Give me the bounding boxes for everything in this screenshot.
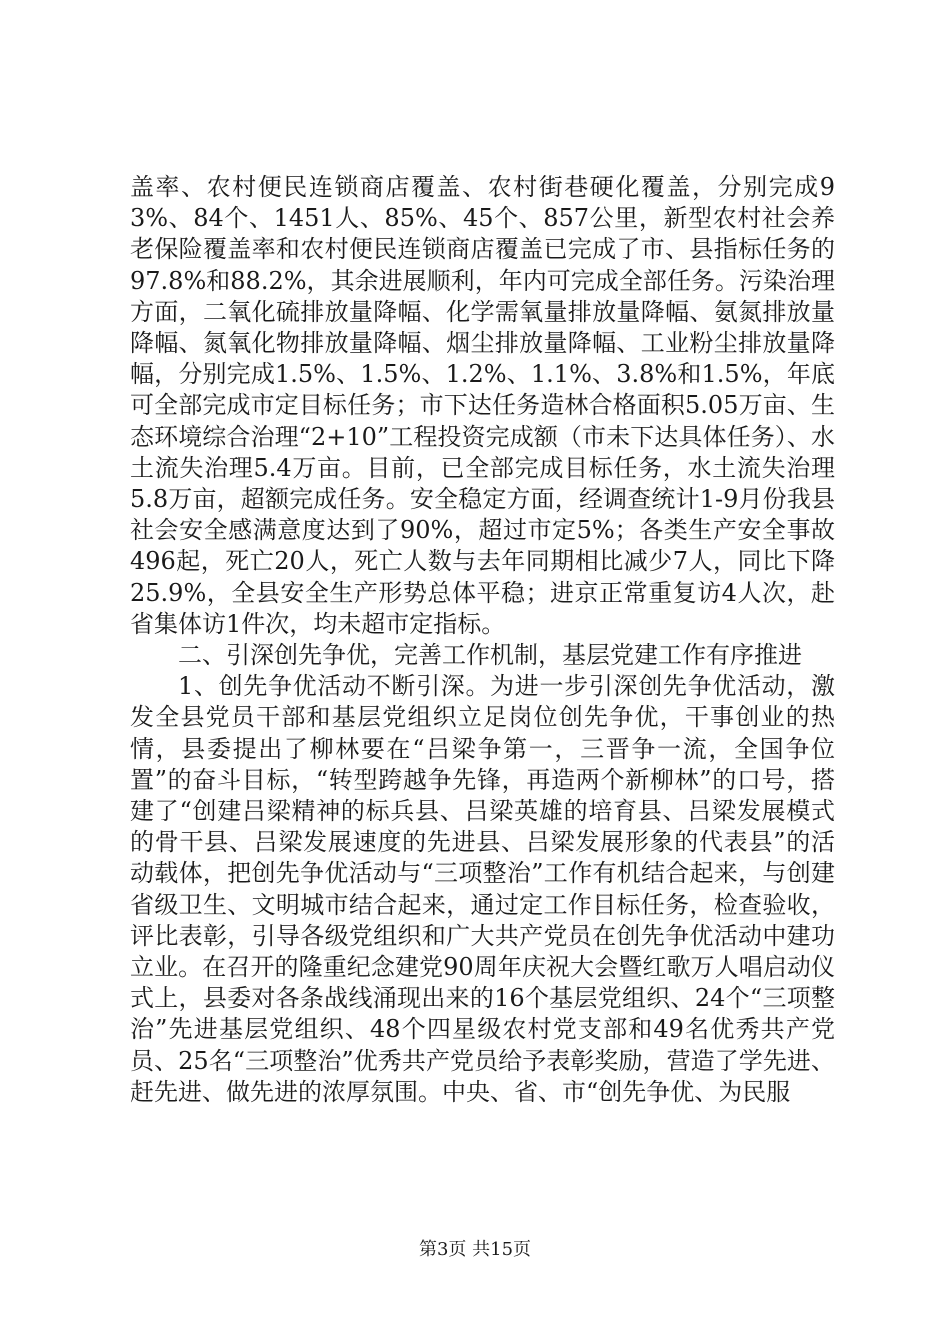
document-body bbox=[130, 172, 835, 1108]
page-footer: 第3页 共15页 bbox=[418, 1239, 532, 1260]
paragraph-excellence-campaign: 1、创先争优活动不断引深。为进一步引深创先争优活动，激发全县党员干部和基层党组织立足岗位创先争优，干事创业的热情，县委提出了柳林要在“吕梁争第一，三晋争一流，全国争位置”的奋斗目标，“转型跨越争先锋，再造两个新柳林”的口号，搭建了“创建吕梁精神的标兵县、吕梁英雄的培育县、吕梁发展模式的骨干县、吕梁发展速度的先进县、吕梁发展形象的代表县”的活动载体，把创先争优活动与“三项整治”工作有机结合起来，与创建省级卫生、文明城市结合起来，通过定工作目标任务，检查验收，评比表彰，引导各级党组织和广大共产党员在创先争优活动中建功立业。在召开的隆重纪念建党90周年庆祝大会暨红歌万人唱启动仪式上，县委对各条战线涌现出来的16个基层党组织、24个“三项整治”先进基层党组织、48个四星级农村党支部和49名优秀共产党员、25名“三项整治”优秀共产党员给予表彰奖励，营造了学先进、赶先进、做先进的浓厚氛围。中央、省、市“创先争优、为民服 bbox=[130, 672, 835, 1106]
section-heading-party-building: 二、引深创先争优，完善工作机制，基层党建工作有序推进 bbox=[178, 641, 802, 670]
paragraph-summary-continued: 盖率、农村便民连锁商店覆盖、农村街巷硬化覆盖，分别完成93%、84个、1451人、85%、45个、857公里，新型农村社会养老保险覆盖率和农村便民连锁商店覆盖已完成了市、县指标任务的97.8%和88.2%，其余进展顺利，年内可完成全部任务。污染治理方面，二氧化硫排放量降幅、化学需氧量排放量降幅、氨氮排放量降幅、氮氧化物排放量降幅、烟尘排放量降幅、工业粉尘排放量降幅，分别完成1.5%、1.5%、1.2%、1.1%、3.8%和1.5%，年底可全部完成市定目标任务；市下达任务造林合格面积5.05万亩、生态环境综合治理“2+10”工程投资完成额（市未下达具体任务）、水土流失治理5.4万亩。目前，已全部完成目标任务，水土流失治理5.8万亩，超额完成任务。安全稳定方面，经调查统计1-9月份我县社会安全感满意度达到了90%，超过市定5%；各类生产安全事故496起，死亡20人，死亡人数与去年同期相比减少7人，同比下降25.9%，全县安全生产形势总体平稳；进京正常重复访4人次，赴省集体访1件次，均未超市定指标。 bbox=[130, 173, 835, 638]
